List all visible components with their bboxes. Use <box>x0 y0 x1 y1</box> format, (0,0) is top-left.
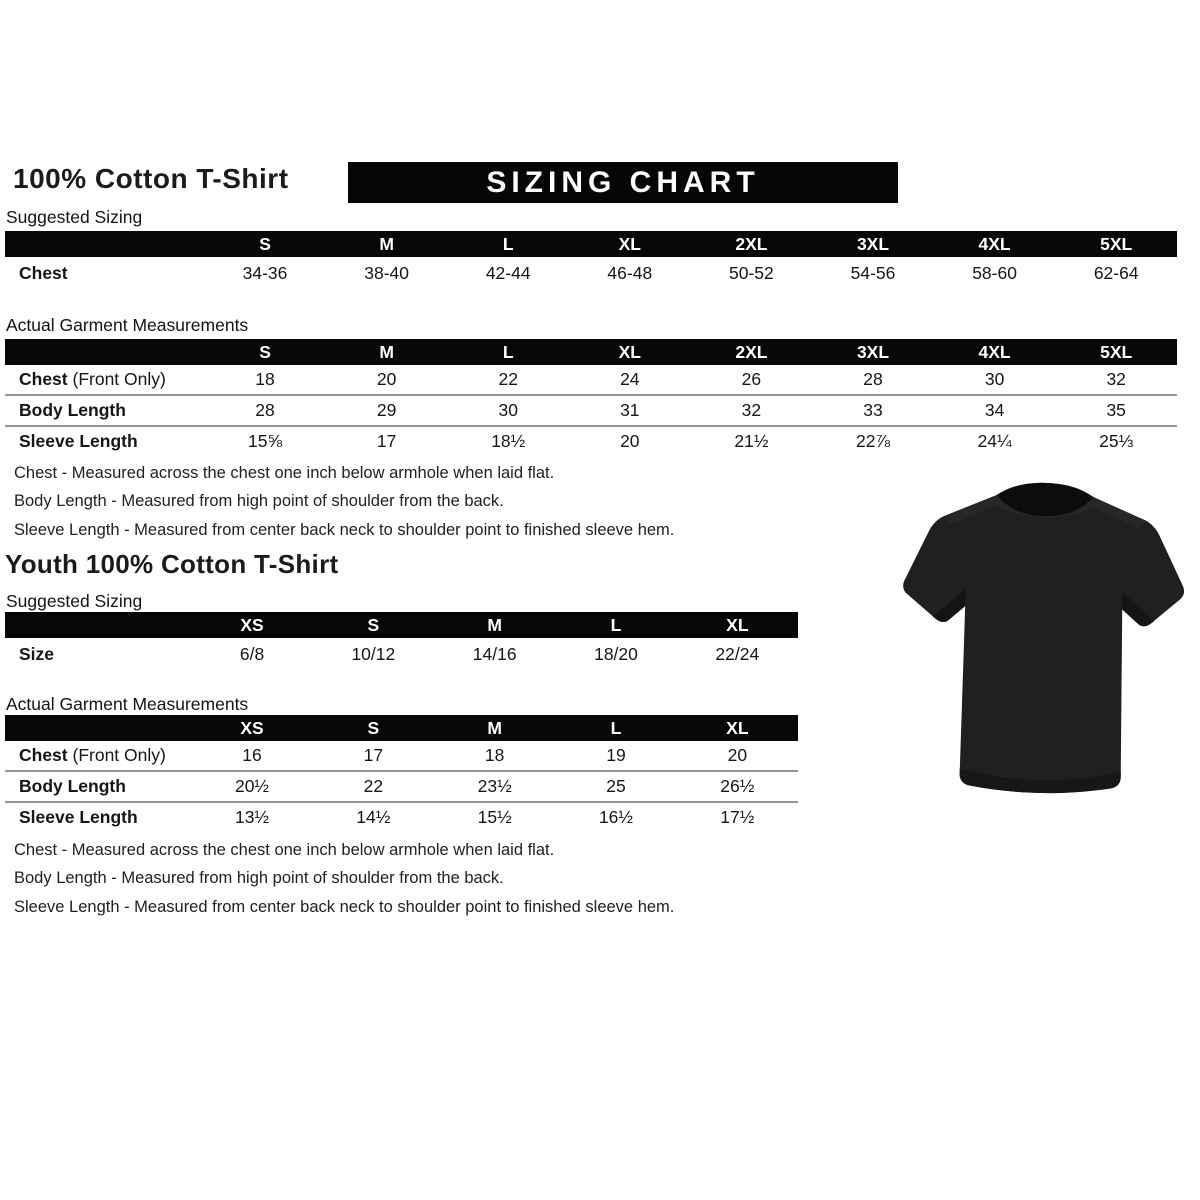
measurement-cell: 20 <box>727 745 748 765</box>
header-row <box>5 231 1177 257</box>
note-chest: Chest - Measured across the chest one inch below armhole when laid flat. <box>14 841 555 859</box>
measurement-cell: 14/16 <box>472 643 517 664</box>
column-header-l: L <box>447 231 569 257</box>
row-label: Chest (Front Only) <box>19 369 166 389</box>
column-header-l: L <box>555 715 676 741</box>
measurement-cell: 30 <box>984 369 1005 389</box>
measurement-cell: 26½ <box>677 771 798 802</box>
sizing-chart-banner: SIZING CHART <box>348 162 898 203</box>
row-label: Size <box>19 643 55 664</box>
table-row <box>5 638 798 670</box>
measurement-cell: 22 <box>498 369 518 389</box>
header-spacer <box>5 339 204 365</box>
adult-suggested-sizing-label: Suggested Sizing <box>6 207 143 227</box>
adult-suggested-sizing-table <box>5 231 1177 289</box>
measurement-cell: 38-40 <box>364 262 409 283</box>
measurement-cell: 10/12 <box>351 643 396 664</box>
measurement-cell: 22/24 <box>715 643 760 664</box>
table-row <box>5 771 798 802</box>
measurement-cell: 20 <box>376 369 397 389</box>
column-header-3xl: 3XL <box>812 339 934 365</box>
adult-actual-measurements-label: Actual Garment Measurements <box>6 315 249 335</box>
note-sleeve-length: Sleeve Length - Measured from center back neck to shoulder point to finished sleeve hem. <box>14 897 675 916</box>
measurement-cell: 18 <box>255 369 275 389</box>
column-header-5xl: 5XL <box>1055 339 1177 365</box>
header-row <box>5 612 798 638</box>
measurement-cell: 34-36 <box>242 262 288 283</box>
measurement-cell: 20½ <box>191 771 312 802</box>
measurement-cell: 30 <box>447 395 569 426</box>
measurement-cell: 24 <box>620 369 640 389</box>
column-header-2xl: 2XL <box>691 231 813 257</box>
measurement-cell: 42-44 <box>485 262 531 283</box>
youth-section-title: Youth 100% Cotton T-Shirt <box>5 549 339 579</box>
youth-measurement-notes <box>14 836 674 921</box>
measurement-cell: 25⅓ <box>1055 426 1177 456</box>
youth-suggested-sizing-table <box>5 612 798 670</box>
measurement-cell: 26 <box>741 369 762 389</box>
measurement-cell: 20 <box>569 426 691 456</box>
column-header-xl: XL <box>569 231 691 257</box>
measurement-cell: 28 <box>863 369 883 389</box>
row-label: Body Length <box>5 771 191 802</box>
measurement-cell: 13½ <box>191 802 312 832</box>
row-label: Chest <box>19 262 68 283</box>
column-header-m: M <box>326 339 448 365</box>
measurement-cell: 28 <box>204 395 326 426</box>
youth-actual-measurements-label: Actual Garment Measurements <box>6 694 249 714</box>
column-header-4xl: 4XL <box>934 231 1056 257</box>
measurement-cell: 15⅝ <box>204 426 326 456</box>
measurement-cell: 46-48 <box>607 262 653 283</box>
youth-actual-measurements-table <box>5 715 798 832</box>
tshirt-photo <box>893 473 1192 809</box>
adult-measurement-notes <box>14 459 674 544</box>
measurement-cell: 24¼ <box>934 426 1056 456</box>
measurement-cell: 25 <box>555 771 676 802</box>
measurement-cell: 14½ <box>313 802 434 832</box>
measurement-cell: 31 <box>569 395 691 426</box>
column-header-s: S <box>313 612 434 638</box>
row-label: Sleeve Length <box>5 802 191 832</box>
measurement-cell: 17½ <box>677 802 798 832</box>
note-chest: Chest - Measured across the chest one inch below armhole when laid flat. <box>14 464 555 482</box>
measurement-cell: 29 <box>326 395 448 426</box>
measurement-cell: 16 <box>242 745 262 765</box>
column-header-m: M <box>434 715 555 741</box>
measurement-cell: 17 <box>363 745 384 765</box>
column-header-xs: XS <box>191 612 312 638</box>
measurement-cell: 22 <box>313 771 434 802</box>
table-row <box>5 741 798 771</box>
table-row <box>5 365 1177 395</box>
column-header-3xl: 3XL <box>812 231 934 257</box>
header-row <box>5 339 1177 365</box>
measurement-cell: 18 <box>484 745 505 765</box>
measurement-cell: 50-52 <box>729 262 774 283</box>
table-row <box>5 257 1177 289</box>
measurement-cell: 6/8 <box>239 643 265 664</box>
table-row <box>5 395 1177 426</box>
row-label: Body Length <box>5 395 204 426</box>
measurement-cell: 23½ <box>434 771 555 802</box>
column-header-m: M <box>434 612 555 638</box>
measurement-cell: 19 <box>606 745 626 765</box>
column-header-xl: XL <box>677 612 798 638</box>
measurement-cell: 21½ <box>691 426 813 456</box>
note-sleeve-length: Sleeve Length - Measured from center back neck to shoulder point to finished sleeve hem. <box>14 520 675 539</box>
table-row <box>5 426 1177 456</box>
column-header-l: L <box>447 339 569 365</box>
measurement-cell: 17 <box>326 426 448 456</box>
column-header-s: S <box>204 231 326 257</box>
table-row <box>5 802 798 832</box>
note-body-length: Body Length - Measured from high point of shoulder from the back. <box>14 869 504 888</box>
header-spacer <box>5 715 191 741</box>
measurement-cell: 18/20 <box>594 643 638 664</box>
header-spacer <box>5 612 191 638</box>
header-row <box>5 715 798 741</box>
tshirt-illustration <box>893 473 1192 809</box>
row-label: Chest (Front Only) <box>19 745 166 765</box>
column-header-5xl: 5XL <box>1055 231 1177 257</box>
measurement-cell: 62-64 <box>1093 262 1139 283</box>
column-header-l: L <box>555 612 676 638</box>
measurement-cell: 15½ <box>434 802 555 832</box>
measurement-cell: 54-56 <box>850 262 896 283</box>
column-header-s: S <box>313 715 434 741</box>
adult-actual-measurements-table <box>5 339 1177 456</box>
youth-suggested-sizing-label: Suggested Sizing <box>6 591 143 611</box>
column-header-xl: XL <box>677 715 798 741</box>
measurement-cell: 35 <box>1055 395 1177 426</box>
note-body-length: Body Length - Measured from high point of shoulder from the back. <box>14 492 504 511</box>
column-header-2xl: 2XL <box>691 339 813 365</box>
page-title: 100% Cotton T-Shirt <box>13 163 289 194</box>
row-label: Sleeve Length <box>5 426 204 456</box>
tshirt-body <box>899 480 1186 796</box>
measurement-cell: 22⅞ <box>812 426 934 456</box>
measurement-cell: 32 <box>1106 369 1126 389</box>
measurement-cell: 32 <box>691 395 813 426</box>
column-header-s: S <box>204 339 326 365</box>
measurement-cell: 58-60 <box>972 262 1017 283</box>
column-header-xs: XS <box>191 715 312 741</box>
column-header-xl: XL <box>569 339 691 365</box>
measurement-cell: 33 <box>812 395 934 426</box>
column-header-4xl: 4XL <box>934 339 1056 365</box>
header-spacer <box>5 231 204 257</box>
measurement-cell: 18½ <box>447 426 569 456</box>
measurement-cell: 34 <box>934 395 1056 426</box>
column-header-m: M <box>326 231 448 257</box>
measurement-cell: 16½ <box>555 802 676 832</box>
